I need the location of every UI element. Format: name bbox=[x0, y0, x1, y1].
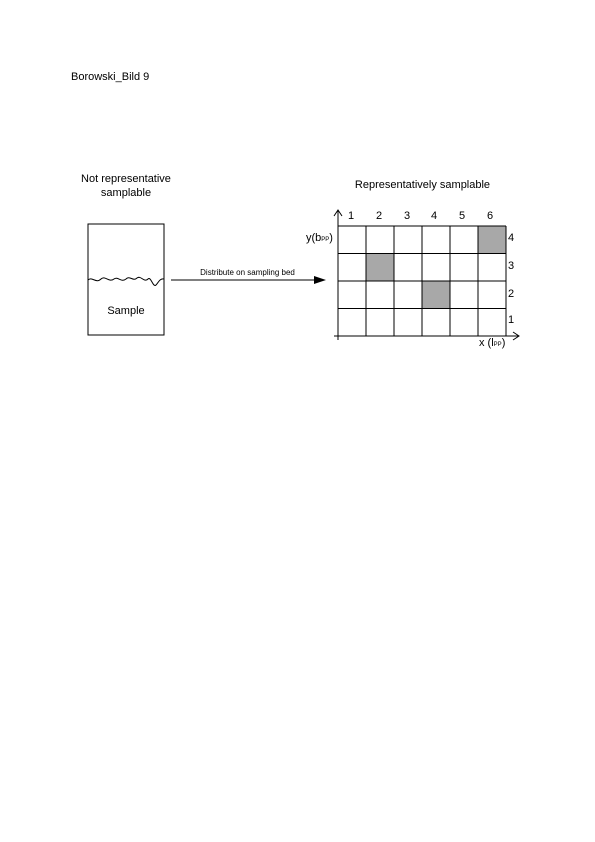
shaded-cell-c2-r3 bbox=[366, 254, 394, 282]
column-label-6: 6 bbox=[487, 210, 494, 222]
row-label-2: 2 bbox=[508, 288, 515, 300]
right-panel-title: Representatively samplable bbox=[354, 179, 491, 191]
sampling-bed-grid bbox=[338, 226, 506, 336]
shaded-cell-c4-r2 bbox=[422, 281, 450, 309]
row-label-4: 4 bbox=[508, 232, 515, 244]
document-header: Borowski_Bild 9 bbox=[71, 71, 150, 83]
left-title-line1: Not representative bbox=[81, 173, 171, 185]
x-axis-label-sub: PP bbox=[493, 342, 502, 348]
left-title-line2: samplable bbox=[100, 187, 152, 199]
x-axis-label: x (lPP) bbox=[479, 337, 506, 349]
row-label-1: 1 bbox=[508, 314, 515, 326]
column-label-3: 3 bbox=[404, 210, 411, 222]
y-axis-label: y(bPP) bbox=[306, 232, 333, 244]
distribute-arrowhead bbox=[314, 276, 326, 284]
y-axis-label-text: y(b bbox=[306, 232, 322, 244]
row-label-3: 3 bbox=[508, 260, 515, 272]
y-axis-label-sub: PP bbox=[321, 237, 330, 243]
shaded-cell-c6-r4 bbox=[478, 226, 506, 254]
sample-surface-line bbox=[88, 277, 164, 285]
column-label-4: 4 bbox=[431, 210, 438, 222]
sample-label: Sample bbox=[107, 305, 145, 317]
arrow-label: Distribute on sampling bed bbox=[200, 268, 295, 277]
column-label-5: 5 bbox=[459, 210, 466, 222]
column-label-2: 2 bbox=[376, 210, 383, 222]
x-axis-label-text: x (l bbox=[479, 337, 494, 349]
column-label-1: 1 bbox=[348, 210, 355, 222]
